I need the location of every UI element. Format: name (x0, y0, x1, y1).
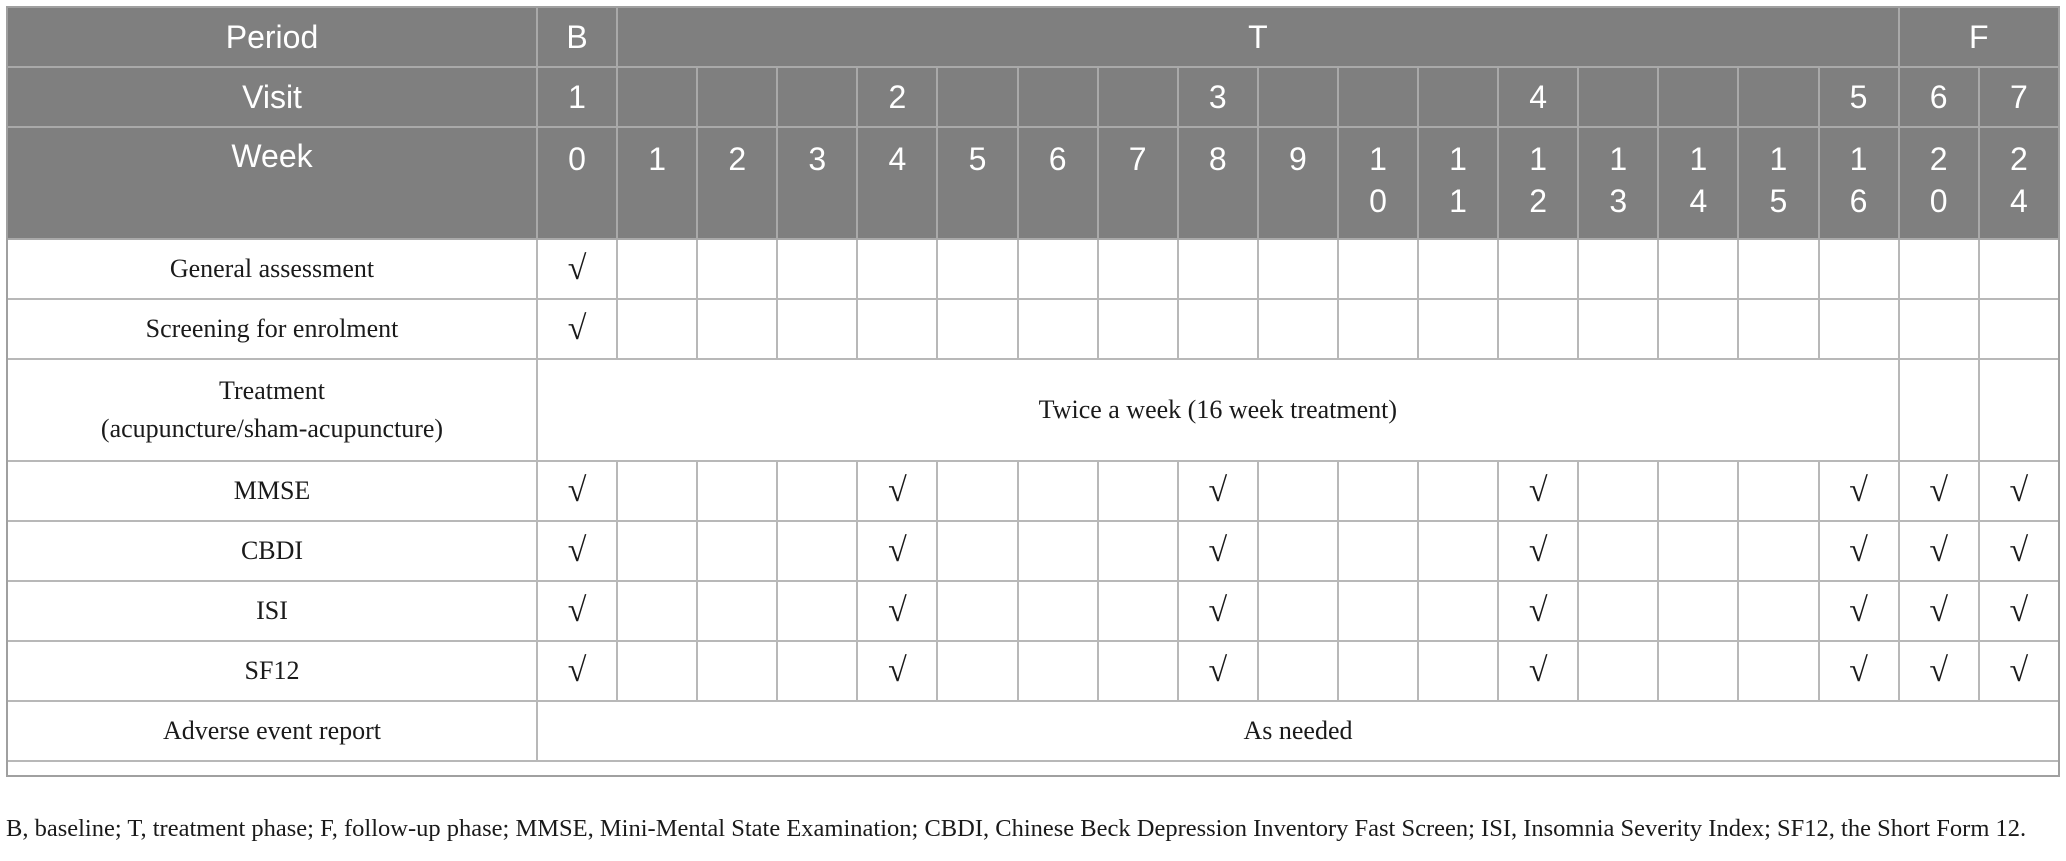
empty-cell (1098, 641, 1178, 701)
checkmark-icon: √ (1528, 592, 1548, 629)
week-cell (1658, 127, 1738, 239)
empty-cell (1738, 641, 1818, 701)
check-cell (1178, 581, 1258, 641)
week-number: 5 (968, 141, 987, 177)
empty-cell (1578, 299, 1658, 359)
checkmark-icon: √ (1528, 652, 1548, 689)
empty-cell (617, 521, 697, 581)
check-cell (1899, 581, 1979, 641)
empty-cell (1738, 581, 1818, 641)
check-cell (1979, 641, 2059, 701)
empty-cell (1418, 461, 1498, 521)
check-cell (1498, 641, 1578, 701)
week-cell (1178, 127, 1258, 239)
visit-cell: 3 (1178, 67, 1258, 127)
week-number: 16 (1849, 141, 1868, 219)
schedule-row (7, 701, 2059, 761)
span-note-cell: Twice a week (16 week treatment) (537, 359, 1899, 461)
empty-cell (1258, 521, 1338, 581)
empty-cell (1338, 521, 1418, 581)
check-cell (1819, 461, 1899, 521)
empty-cell (1258, 299, 1338, 359)
empty-cell (617, 641, 697, 701)
checkmark-icon: √ (2009, 472, 2029, 509)
week-cell (1098, 127, 1178, 239)
empty-cell (1498, 299, 1578, 359)
empty-cell (1578, 641, 1658, 701)
check-cell (857, 641, 937, 701)
empty-cell (1418, 521, 1498, 581)
empty-cell (1658, 641, 1738, 701)
check-cell (1979, 461, 2059, 521)
visit-cell: 1 (537, 67, 617, 127)
visit-cell: 2 (857, 67, 937, 127)
empty-cell (1258, 641, 1338, 701)
row-label: CBDI (7, 521, 537, 581)
visit-cell (777, 67, 857, 127)
period-group-f: F (1899, 7, 2059, 67)
empty-cell (1899, 239, 1979, 299)
schedule-body (7, 239, 2059, 761)
empty-cell (1738, 521, 1818, 581)
check-cell (1899, 521, 1979, 581)
empty-cell (1018, 239, 1098, 299)
week-number: 14 (1689, 141, 1708, 219)
visit-cell: 6 (1899, 67, 1979, 127)
check-cell (857, 581, 937, 641)
empty-cell (937, 461, 1017, 521)
span-note-cell: As needed (537, 701, 2059, 761)
empty-cell (1338, 299, 1418, 359)
checkmark-icon: √ (1849, 472, 1868, 509)
visit-cell (617, 67, 697, 127)
empty-cell (1418, 641, 1498, 701)
empty-cell (1098, 461, 1178, 521)
week-cell (1578, 127, 1658, 239)
empty-cell (1178, 299, 1258, 359)
week-cell (1979, 127, 2059, 239)
empty-cell (1018, 461, 1098, 521)
visit-cell: 4 (1498, 67, 1578, 127)
empty-cell (1738, 239, 1818, 299)
empty-cell (1819, 299, 1899, 359)
visit-cell (1738, 67, 1818, 127)
empty-cell (1338, 581, 1418, 641)
week-cell (777, 127, 857, 239)
week-cell (1899, 127, 1979, 239)
week-number: 1 (648, 141, 667, 177)
schedule-row (7, 461, 2059, 521)
empty-cell (697, 641, 777, 701)
visit-cell (697, 67, 777, 127)
checkmark-icon: √ (567, 310, 587, 347)
empty-cell (617, 581, 697, 641)
week-cell (1498, 127, 1578, 239)
row-label: SF12 (7, 641, 537, 701)
empty-cell (937, 299, 1017, 359)
checkmark-icon: √ (1849, 532, 1868, 569)
empty-cell (1338, 461, 1418, 521)
row-label: Treatment (acupuncture/sham-acupuncture) (7, 359, 537, 461)
visit-cell: 7 (1979, 67, 2059, 127)
empty-cell (937, 641, 1017, 701)
empty-cell (1578, 521, 1658, 581)
week-cell (937, 127, 1017, 239)
empty-cell (937, 581, 1017, 641)
empty-cell (1018, 521, 1098, 581)
schedule-row (7, 521, 2059, 581)
check-cell (1819, 581, 1899, 641)
empty-cell (1098, 521, 1178, 581)
week-number: 24 (2009, 141, 2028, 219)
empty-cell (777, 461, 857, 521)
row-label: MMSE (7, 461, 537, 521)
visit-cell (937, 67, 1017, 127)
row-label: Adverse event report (7, 701, 537, 761)
week-number: 9 (1288, 141, 1307, 177)
checkmark-icon: √ (567, 652, 587, 689)
checkmark-icon: √ (1929, 592, 1949, 629)
checkmark-icon: √ (1208, 472, 1228, 509)
empty-cell (617, 461, 697, 521)
check-cell (537, 521, 617, 581)
empty-cell (1098, 299, 1178, 359)
empty-cell (697, 521, 777, 581)
empty-cell (1578, 581, 1658, 641)
checkmark-icon: √ (567, 472, 587, 509)
schedule-row (7, 641, 2059, 701)
check-cell (537, 239, 617, 299)
empty-cell (777, 299, 857, 359)
empty-cell (1578, 239, 1658, 299)
empty-cell (777, 641, 857, 701)
week-number: 10 (1369, 141, 1387, 219)
empty-cell (1258, 581, 1338, 641)
schedule-row (7, 239, 2059, 299)
check-cell (857, 461, 937, 521)
week-number: 3 (808, 141, 827, 177)
empty-cell (777, 581, 857, 641)
checkmark-icon: √ (567, 592, 587, 629)
checkmark-icon: √ (1528, 472, 1548, 509)
schedule-table-container (6, 6, 2060, 762)
week-number: 6 (1048, 141, 1067, 177)
schedule-row (7, 359, 2059, 461)
period-group-t: T (617, 7, 1899, 67)
check-cell (1178, 521, 1258, 581)
empty-cell (697, 581, 777, 641)
checkmark-icon: √ (1528, 532, 1548, 569)
visit-cell (1098, 67, 1178, 127)
week-cell (1738, 127, 1818, 239)
empty-cell (857, 299, 937, 359)
empty-cell (1018, 641, 1098, 701)
check-cell (1178, 461, 1258, 521)
checkmark-icon: √ (567, 532, 587, 569)
empty-cell (1979, 299, 2059, 359)
empty-cell (1819, 239, 1899, 299)
checkmark-icon: √ (888, 472, 907, 509)
empty-cell (777, 521, 857, 581)
check-cell (1178, 641, 1258, 701)
week-cell (857, 127, 937, 239)
empty-cell (697, 239, 777, 299)
empty-cell (1418, 239, 1498, 299)
week-number: 8 (1208, 141, 1227, 177)
empty-cell (1418, 581, 1498, 641)
week-number: 15 (1769, 141, 1788, 219)
empty-cell (697, 299, 777, 359)
empty-cell (1338, 641, 1418, 701)
week-cell (1819, 127, 1899, 239)
checkmark-icon: √ (567, 250, 587, 287)
empty-cell (1338, 239, 1418, 299)
empty-cell (1098, 581, 1178, 641)
table-footnote: B, baseline; T, treatment phase; F, follow-up phase; MMSE, Mini-Mental State Examination; CBDI, Chinese Beck Depression Inventory Fast Screen; ISI, Insomnia Severity Index; SF12, the Short Form 12. (6, 814, 2027, 842)
empty-cell (617, 299, 697, 359)
checkmark-icon: √ (1929, 472, 1949, 509)
row-label: ISI (7, 581, 537, 641)
week-number: 20 (1929, 141, 1948, 219)
empty-cell (1498, 239, 1578, 299)
check-cell (1899, 461, 1979, 521)
empty-cell (697, 461, 777, 521)
empty-cell (1899, 359, 1979, 461)
checkmark-icon: √ (888, 592, 907, 629)
checkmark-icon: √ (1208, 652, 1228, 689)
week-number: 13 (1609, 141, 1628, 219)
check-cell (1498, 521, 1578, 581)
check-cell (1819, 521, 1899, 581)
week-number: 4 (888, 141, 907, 177)
empty-cell (1258, 461, 1338, 521)
empty-cell (1658, 581, 1738, 641)
week-cell (537, 127, 617, 239)
week-header: Week (7, 127, 537, 239)
empty-cell (857, 239, 937, 299)
visit-cell (1258, 67, 1338, 127)
week-cell (1258, 127, 1338, 239)
empty-cell (1658, 239, 1738, 299)
checkmark-icon: √ (888, 652, 907, 689)
checkmark-icon: √ (2009, 592, 2029, 629)
week-cell (697, 127, 777, 239)
empty-cell (1658, 521, 1738, 581)
empty-cell (1018, 299, 1098, 359)
row-label: Screening for enrolment (7, 299, 537, 359)
study-schedule-table (6, 6, 2060, 762)
check-cell (537, 581, 617, 641)
check-cell (1819, 641, 1899, 701)
schedule-row (7, 581, 2059, 641)
week-number: 2 (728, 141, 747, 177)
visit-cell (1418, 67, 1498, 127)
week-cell (617, 127, 697, 239)
week-number: 12 (1529, 141, 1548, 219)
visit-header: Visit (7, 67, 537, 127)
week-row (7, 127, 2059, 239)
check-cell (537, 461, 617, 521)
check-cell (1498, 461, 1578, 521)
empty-cell (1738, 299, 1818, 359)
empty-cell (937, 521, 1017, 581)
checkmark-icon: √ (1929, 652, 1949, 689)
visit-cell: 5 (1819, 67, 1899, 127)
checkmark-icon: √ (1849, 592, 1868, 629)
checkmark-icon: √ (1208, 532, 1228, 569)
empty-cell (1018, 581, 1098, 641)
checkmark-icon: √ (1208, 592, 1228, 629)
visit-cell (1338, 67, 1418, 127)
checkmark-icon: √ (2009, 532, 2029, 569)
empty-cell (1738, 461, 1818, 521)
period-group-b: B (537, 7, 617, 67)
visit-cell (1578, 67, 1658, 127)
empty-cell (1899, 299, 1979, 359)
row-label: General assessment (7, 239, 537, 299)
empty-cell (937, 239, 1017, 299)
empty-cell (1578, 461, 1658, 521)
check-cell (1979, 581, 2059, 641)
period-header: Period (7, 7, 537, 67)
week-number: 7 (1128, 141, 1147, 177)
week-number: 0 (568, 141, 586, 177)
check-cell (857, 521, 937, 581)
check-cell (537, 641, 617, 701)
week-cell (1018, 127, 1098, 239)
visit-cell (1018, 67, 1098, 127)
check-cell (1498, 581, 1578, 641)
empty-cell (1979, 359, 2059, 461)
empty-cell (617, 239, 697, 299)
empty-cell (1658, 299, 1738, 359)
schedule-row (7, 299, 2059, 359)
check-cell (1899, 641, 1979, 701)
empty-cell (1979, 239, 2059, 299)
week-number: 11 (1449, 141, 1467, 219)
empty-cell (1418, 299, 1498, 359)
checkmark-icon: √ (2009, 652, 2029, 689)
check-cell (537, 299, 617, 359)
check-cell (1979, 521, 2059, 581)
empty-cell (777, 239, 857, 299)
visit-cell (1658, 67, 1738, 127)
checkmark-icon: √ (888, 532, 907, 569)
empty-cell (1258, 239, 1338, 299)
empty-cell (1098, 239, 1178, 299)
empty-cell (1658, 461, 1738, 521)
visit-row (7, 67, 2059, 127)
empty-cell (1178, 239, 1258, 299)
checkmark-icon: √ (1929, 532, 1949, 569)
checkmark-icon: √ (1849, 652, 1868, 689)
period-row (7, 7, 2059, 67)
week-cell (1338, 127, 1418, 239)
week-cell (1418, 127, 1498, 239)
